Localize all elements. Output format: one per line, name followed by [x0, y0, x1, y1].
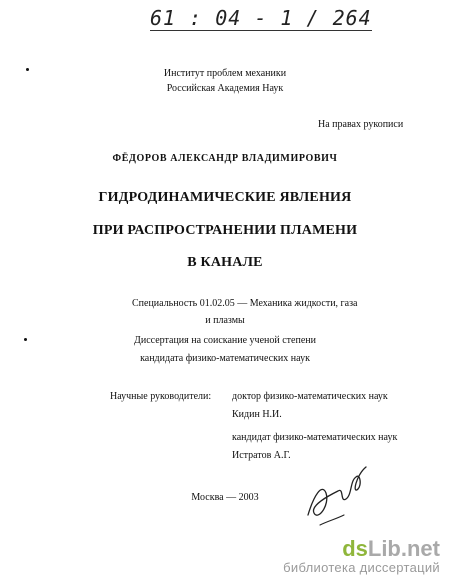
specialty-line-2: и плазмы: [205, 315, 245, 326]
title-line-1: ГИДРОДИНАМИЧЕСКИЕ ЯВЛЕНИЯ: [98, 190, 352, 205]
supervisor-1-name: Кидин Н.И.: [232, 409, 282, 420]
supervisors-label: Научные руководители:: [110, 391, 212, 402]
dissertation-line-1: Диссертация на соискание ученой степени: [134, 335, 316, 346]
archive-code-underline: [150, 30, 372, 31]
watermark-logo: [283, 538, 440, 560]
archive-code-handwritten: [150, 6, 372, 30]
title-line-3: В КАНАЛЕ: [187, 255, 263, 270]
watermark-tagline: библиотека диссертаций: [283, 560, 440, 575]
supervisor-2-degree: кандидат физико-математических наук: [232, 432, 398, 443]
specialty-line-1: Специальность 01.02.05 — Механика жидкости, газа: [132, 298, 358, 309]
institute-name: Институт проблем механики: [163, 68, 287, 79]
archive-code-text: 61 : 04 - 1 / 264: [150, 6, 372, 30]
title-line-2: ПРИ РАСПРОСТРАНЕНИИ ПЛАМЕНИ: [92, 223, 358, 238]
supervisor-2-name: Истратов А.Г.: [232, 450, 291, 461]
academy-name: Российская Академия Наук: [166, 83, 284, 94]
dslib-watermark: [283, 538, 440, 575]
dissertation-line-2: кандидата физико-математических наук: [140, 353, 310, 364]
city-year: Москва — 2003: [191, 492, 259, 503]
watermark-ds: ds: [342, 536, 368, 561]
author-name: ФЁДОРОВ АЛЕКСАНДР ВЛАДИМИРОВИЧ: [112, 153, 338, 164]
watermark-net: .net: [400, 536, 440, 561]
manuscript-rights: На правах рукописи: [318, 119, 404, 130]
watermark-lib: Lib: [367, 536, 401, 561]
supervisor-1-degree: доктор физико-математических наук: [232, 391, 388, 402]
